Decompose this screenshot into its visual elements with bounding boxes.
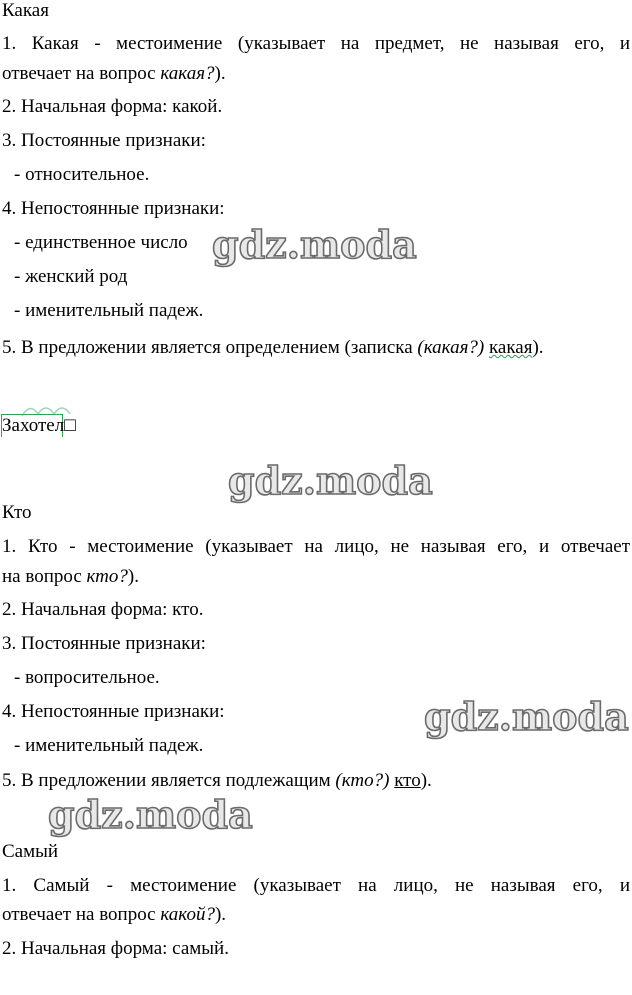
text-span: ). bbox=[214, 63, 226, 84]
underlined-word: какая bbox=[488, 337, 533, 358]
kakaya-point-4-item-2: - женский род bbox=[14, 266, 128, 287]
box-glyph-icon: □ bbox=[64, 415, 76, 436]
kakaya-point-1-line-2 bbox=[2, 63, 630, 85]
watermark-logo: gdz.moda bbox=[424, 694, 629, 739]
watermark-logo: gdz.moda bbox=[48, 792, 253, 837]
text-span: на вопрос bbox=[2, 566, 87, 587]
kakaya-point-4-item-1: - единственное число bbox=[14, 232, 188, 253]
question-italic: какая? bbox=[160, 63, 215, 84]
kto-point-4: 4. Непостоянные признаки: bbox=[2, 701, 225, 722]
kto-point-2: 2. Начальная форма: кто. bbox=[2, 599, 204, 620]
text-span: 5. В предложении является подлежащим bbox=[2, 770, 336, 791]
section-title-zahotel bbox=[2, 415, 630, 437]
text-span: ). bbox=[532, 337, 544, 358]
section-title-kto: Кто bbox=[2, 502, 32, 523]
kakaya-point-1-line-1: 1. Какая - местоимение (указывает на предмет, не называя его, и bbox=[2, 33, 630, 54]
underlined-word: кто bbox=[394, 770, 421, 791]
watermark-logo: gdz.moda bbox=[228, 458, 433, 503]
question-italic: (какая?) bbox=[417, 337, 485, 358]
kto-point-5 bbox=[2, 770, 630, 792]
text-span: 5. В предложении является определением (записка bbox=[2, 337, 418, 358]
samyi-point-2: 2. Начальная форма: самый. bbox=[2, 938, 229, 959]
text-span: ). bbox=[214, 904, 227, 925]
kakaya-point-2: 2. Начальная форма: какой. bbox=[2, 96, 223, 117]
samyi-point-1-line-1: 1. Самый - местоимение (указывает на лицо, не называя его, и bbox=[2, 875, 630, 896]
section-title-kakaya: Какая bbox=[2, 0, 49, 21]
kto-point-1-line-2 bbox=[2, 566, 630, 588]
kakaya-point-3: 3. Постоянные признаки: bbox=[2, 130, 206, 151]
kakaya-point-5 bbox=[2, 337, 630, 359]
text-span: ). bbox=[420, 770, 432, 791]
text-span: отвечает на вопрос bbox=[2, 63, 161, 84]
text-span: ). bbox=[127, 566, 139, 587]
question-italic: (кто?) bbox=[335, 770, 390, 791]
text-span: отвечает на вопрос bbox=[2, 904, 161, 925]
kakaya-point-4: 4. Непостоянные признаки: bbox=[2, 198, 225, 219]
kto-point-1-line-1: 1. Кто - местоимение (указывает на лицо, не называя его, и отвечает bbox=[2, 536, 630, 557]
text-span: Захотел bbox=[2, 415, 65, 436]
question-italic: какой? bbox=[160, 904, 215, 925]
kto-point-3-item: - вопросительное. bbox=[14, 667, 160, 688]
question-italic: кто? bbox=[86, 566, 128, 587]
kto-point-3: 3. Постоянные признаки: bbox=[2, 633, 206, 654]
kto-point-4-item: - именительный падеж. bbox=[14, 735, 204, 756]
kakaya-point-4-item-3: - именительный падеж. bbox=[14, 300, 204, 321]
section-title-samyi: Самый bbox=[2, 841, 59, 862]
kakaya-point-3-item: - относительное. bbox=[14, 164, 150, 185]
samyi-point-1-line-2 bbox=[2, 904, 630, 926]
watermark-logo: gdz.moda bbox=[212, 222, 417, 267]
